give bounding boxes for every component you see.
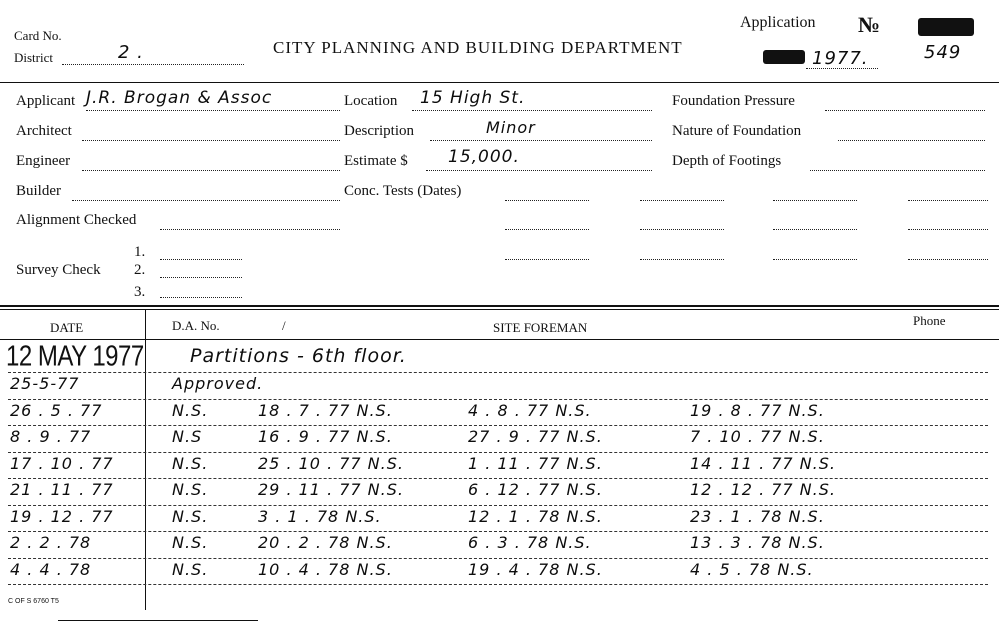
application-label: Application [740, 14, 816, 31]
alignment-line [160, 229, 340, 230]
description-value: Minor [486, 118, 536, 137]
depth-footings-line [810, 170, 985, 171]
location-line [412, 110, 652, 111]
row-cell-c2: 25 . 10 . 77 N.S. [258, 453, 404, 473]
table-top-rule [0, 309, 999, 310]
row-cell-c4: 13 . 3 . 78 N.S. [690, 533, 825, 552]
district-label: District [14, 50, 53, 65]
builder-line [72, 200, 340, 201]
conc-test-line [773, 200, 857, 201]
row-rule [8, 452, 988, 453]
conc-test-line [908, 259, 988, 260]
row-date: 4 . 4 . 78 [10, 559, 92, 579]
foundation-pressure-line [825, 110, 985, 111]
survey-line [160, 297, 242, 298]
stamp-date: 12 MAY 1977 [6, 340, 144, 373]
conc-test-line [640, 200, 724, 201]
row-rule [8, 478, 988, 479]
row-date: 2 . 2 . 78 [10, 533, 92, 552]
row-cell-c1: Approved. [172, 374, 264, 393]
survey-label: Survey Check [16, 262, 101, 278]
number-symbol: № [858, 12, 881, 37]
row-date: 17 . 10 . 77 [10, 453, 114, 473]
row-rule [8, 584, 988, 585]
applicant-value: J.R. Brogan & Assoc [86, 88, 273, 108]
conc-test-line [640, 229, 724, 230]
survey-line [160, 277, 242, 278]
row-date: 26 . 5 . 77 [10, 400, 103, 420]
row-cell-c2: 18 . 7 . 77 N.S. [258, 400, 393, 420]
row-date: 25-5-77 [10, 374, 80, 393]
applicant-label: Applicant [16, 93, 76, 109]
table-top-rule [0, 305, 999, 307]
builder-label: Builder [16, 183, 61, 199]
date-column-divider [145, 310, 146, 610]
row-cell-c4: 14 . 11 . 77 N.S. [690, 453, 836, 473]
alignment-label: Alignment Checked [16, 212, 137, 228]
engineer-line [82, 170, 340, 171]
row-cell-c2: 16 . 9 . 77 N.S. [258, 427, 393, 446]
nature-foundation-label: Nature of Foundation [672, 123, 802, 139]
foundation-pressure-label: Foundation Pressure [672, 93, 795, 109]
row-cell-c4: 4 . 5 . 78 N.S. [690, 559, 814, 579]
architect-line [82, 140, 340, 141]
col-header-da: D.A. No. [172, 318, 220, 333]
survey-item-2: 2. [134, 262, 146, 278]
location-value: 15 High St. [420, 88, 526, 108]
description-line [430, 140, 652, 141]
estimate-value: 15,000. [448, 147, 520, 167]
row-cell-c3: 1 . 11 . 77 N.S. [468, 453, 603, 473]
row-cell-c3: 19 . 4 . 78 N.S. [468, 559, 603, 579]
row-cell-c4: 19 . 8 . 77 N.S. [690, 400, 825, 420]
form-code: C OF S 6760 T5 [8, 598, 59, 605]
depth-footings-label: Depth of Footings [672, 153, 782, 169]
row-cell-c4: 7 . 10 . 77 N.S. [690, 427, 825, 446]
row-cell-c1: N.S. [172, 533, 209, 552]
survey-item-3: 3. [134, 284, 146, 300]
row-cell-c3: 6 . 12 . 77 N.S. [468, 480, 603, 499]
col-header-date: DATE [50, 320, 84, 335]
engineer-label: Engineer [16, 153, 71, 169]
row-cell-c3: 27 . 9 . 77 N.S. [468, 427, 603, 446]
header-rule [0, 339, 999, 340]
district-line [62, 64, 244, 65]
row-date: 8 . 9 . 77 [10, 427, 92, 446]
year-line [806, 68, 878, 69]
conc-test-line [773, 259, 857, 260]
row-cell-c1: N.S. [172, 400, 209, 420]
conc-test-line [908, 229, 988, 230]
row-rule [8, 372, 988, 373]
bottom-rule [58, 620, 258, 621]
stamp-text: Partitions - 6th floor. [190, 345, 407, 367]
row-rule [8, 558, 988, 559]
row-cell-c1: N.S. [172, 480, 209, 499]
col-header-site-foreman: SITE FOREMAN [493, 320, 588, 335]
header-divider [0, 82, 999, 83]
conc-test-line [505, 259, 589, 260]
col-header-phone: Phone [913, 313, 946, 328]
col-header-slash: / [282, 318, 286, 333]
conc-tests-label: Conc. Tests (Dates) [344, 183, 462, 199]
row-cell-c3: 4 . 8 . 77 N.S. [468, 400, 592, 420]
row-cell-c3: 12 . 1 . 78 N.S. [468, 506, 603, 526]
row-cell-c3: 6 . 3 . 78 N.S. [468, 533, 592, 552]
row-rule [8, 505, 988, 506]
survey-line [160, 259, 242, 260]
redaction-mark [763, 50, 805, 64]
applicant-line [86, 110, 340, 111]
row-date: 21 . 11 . 77 [10, 480, 114, 499]
description-label: Description [344, 123, 414, 139]
district-value: 2 . [118, 42, 144, 63]
row-cell-c1: N.S. [172, 453, 209, 473]
department-title: CITY PLANNING AND BUILDING DEPARTMENT [273, 38, 683, 57]
row-cell-c1: N.S [172, 427, 203, 446]
row-rule [8, 399, 988, 400]
row-cell-c2: 3 . 1 . 78 N.S. [258, 506, 382, 526]
application-year: 1977. [812, 48, 869, 69]
row-date: 19 . 12 . 77 [10, 506, 114, 526]
row-cell-c1: N.S. [172, 559, 209, 579]
nature-foundation-line [838, 140, 985, 141]
redaction-mark [918, 18, 974, 36]
survey-item-1: 1. [134, 244, 146, 260]
row-cell-c4: 12 . 12 . 77 N.S. [690, 480, 836, 499]
card-no-label: Card No. [14, 28, 62, 43]
conc-test-line [505, 229, 589, 230]
conc-test-line [773, 229, 857, 230]
architect-label: Architect [16, 123, 72, 139]
row-cell-c1: N.S. [172, 506, 209, 526]
estimate-line [426, 170, 652, 171]
conc-test-line [908, 200, 988, 201]
row-rule [8, 531, 988, 532]
row-cell-c2: 10 . 4 . 78 N.S. [258, 559, 393, 579]
location-label: Location [344, 93, 398, 109]
conc-test-line [505, 200, 589, 201]
row-rule [8, 425, 988, 426]
estimate-label: Estimate $ [344, 153, 408, 169]
conc-test-line [640, 259, 724, 260]
row-cell-c4: 23 . 1 . 78 N.S. [690, 506, 825, 526]
row-cell-c2: 20 . 2 . 78 N.S. [258, 533, 393, 552]
row-cell-c2: 29 . 11 . 77 N.S. [258, 480, 404, 499]
application-number: 549 [924, 42, 962, 63]
